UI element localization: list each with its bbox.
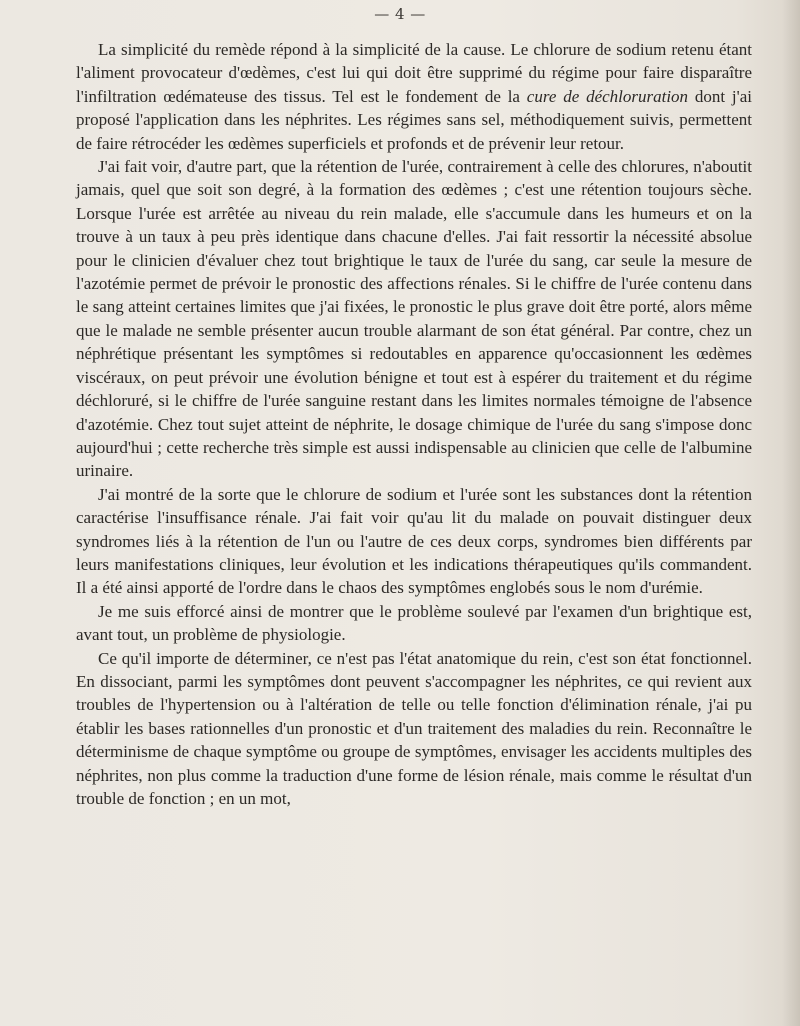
paragraph-5: Ce qu'il importe de déterminer, ce n'est pas l'état anatomique du rein, c'est son état fonctionnel. En dissociant, parmi les symptômes dont peuvent s'accompagner les néphrites, ce qui revient aux troubles de l'hypertension ou à l'altération de telle ou telle fonction d'élimination rénale, j'ai pu établir les bases rationnelles d'un pronostic et d'un traitement des maladies du rein. Reconnaître le déterminisme de chaque symptôme ou groupe de symptômes, envisager les accidents multiples des néphrites, non plus comme la traduction d'une forme de lésion rénale, mais comme le résultat d'un trouble de fonction ; en un mot, — [76, 648, 752, 808]
body-text — [76, 38, 752, 810]
paragraph-2: J'ai fait voir, d'autre part, que la rétention de l'urée, contrairement à celle des chlorures, n'aboutit jamais, quel que soit son degré, à la formation des œdèmes ; c'est une rétention toujours sèche. Lorsque l'urée est arrêtée au niveau du rein malade, elle s'accumule dans les humeurs et on la trouve à un taux à peu près identique dans chacune d'elles. J'ai fait ressortir la nécessité absolue pour le clinicien d'évaluer chez tout brightique le taux de l'urée du sang, car seule la mesure de l'azotémie permet de prévoir le pronostic des affections rénales. Si le chiffre de l'urée contenu dans le sang atteint certaines limites que j'ai fixées, le pronostic le plus grave doit être porté, alors même que le malade ne semble présenter aucun trouble alarmant de son état général. Par contre, chez un néphrétique présentant les symptômes si redoutables en apparence qu'occasionnent les œdèmes viscéraux, on peut prévoir une évolution bénigne et tout est à espérer du traitement et du régime déchloruré, si le chiffre de l'urée sanguine restant dans les limites normales témoigne de l'absence d'azotémie. Chez tout sujet atteint de néphrite, le dosage chimique de l'urée du sang s'impose donc aujourd'hui ; cette recherche très simple est aussi indispensable au clinicien que celle de l'albumine urinaire. — [76, 157, 752, 481]
paragraph-1-text-end: dont j'ai proposé l'application dans les néphrites. Les régimes sans sel, méthodiquement suivis, permettent de faire rétrocéder les œdèmes superficiels et profonds et de prévenir leur retour. — [76, 86, 752, 153]
page-number: — 4 — — [374, 5, 426, 23]
paragraph-1-text-start: La simplicité du remède répond à la simplicité de la cause. Le chlorure de sodium retenu étant l'aliment provocateur d'œdèmes, c'est lui qui doit être supprimé du régime pour faire disparaître l'infiltration œdémateuse des tissus. Tel est le fondement de la — [76, 40, 752, 106]
italic-term-cure-de-dechloruration: cure de déchloruration — [526, 86, 689, 106]
paragraph-4: Je me suis efforcé ainsi de montrer que le problème soulevé par l'examen d'un brightique est, avant tout, un problème de physiologie. — [76, 601, 752, 645]
paragraph-1 — [76, 38, 752, 155]
page-edge-shadow — [782, 0, 800, 1026]
paragraph-3: J'ai montré de la sorte que le chlorure de sodium et l'urée sont les substances dont la rétention caractérise l'insuffisance rénale. J'ai fait voir qu'au lit du malade on pouvait distinguer deux syndromes liés à la rétention de l'un ou l'autre de ces deux corps, syndromes bien différents par leurs manifestations cliniques, leur évolution et les indications thérapeutiques qu'ils commandent. Il a été ainsi apporté de l'ordre dans le chaos des symptômes englobés sous le nom d'urémie. — [76, 484, 752, 598]
